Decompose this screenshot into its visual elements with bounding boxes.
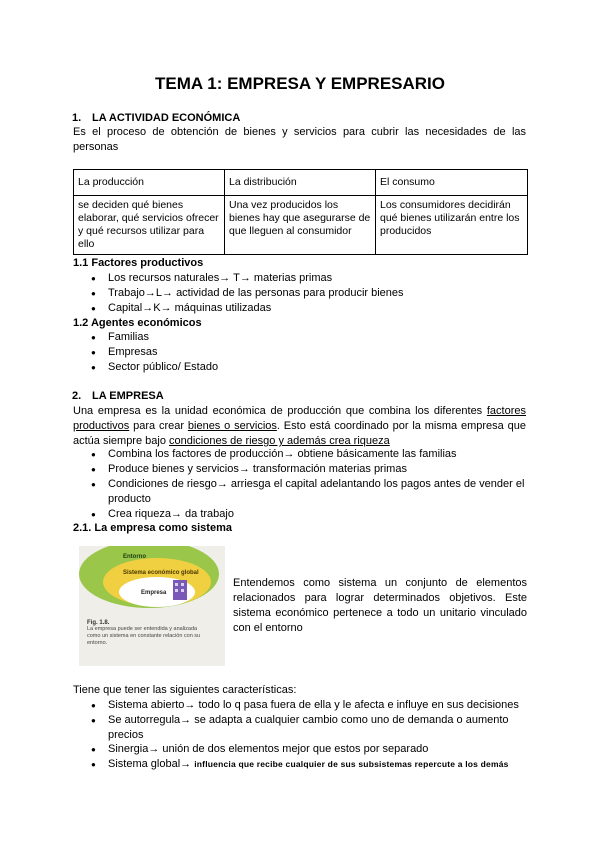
intro-underlined: bienes o servicios: [187, 420, 277, 432]
list-item: ● Empresas: [108, 345, 528, 360]
list-item: [108, 757, 528, 772]
section-1-intro: Es el proceso de obtención de bienes y servicios para cubrir las necesidades de las personas: [73, 126, 526, 153]
characteristics-intro: Tiene que tener las siguientes características:: [73, 684, 297, 696]
table-row: [74, 196, 528, 255]
table-cell: se deciden qué bienes elaborar, qué servicios ofrecer y qué recursos utilizar para ello: [74, 196, 225, 255]
list-item: ● Sistema abierto→ todo lo q pasa fuera de ella y le afecta e influye en sus decisiones: [108, 698, 528, 713]
section-2-heading: [72, 389, 164, 404]
table-header-cell: La producción: [74, 170, 225, 196]
table-cell: Una vez producidos los bienes hay que asegurarse de que lleguen al consumidor: [225, 196, 376, 255]
intro-underlined: factores productivos: [73, 405, 526, 432]
factores-heading: 1.1 Factores productivos: [73, 257, 204, 269]
list-item: ● Sinergia→ unión de dos elementos mejor que estos por separado: [108, 742, 528, 757]
table-header-row: [74, 170, 528, 196]
intro-underlined: condiciones de riesgo y además crea riqueza: [169, 435, 390, 447]
intro-text: Una empresa es la unidad económica de producción que combina los diferentes: [73, 405, 487, 417]
fig-ring-label: Sistema económico global: [123, 570, 199, 576]
list-item: ● Condiciones de riesgo→ arriesga el capital adelantando los pagos antes de vender el producto: [108, 477, 528, 507]
list-item: ● Capital→K→ máquinas utilizadas: [108, 301, 528, 316]
list-item: ● Crea riqueza→ da trabajo: [108, 507, 528, 522]
list-item: ● Se autorregula→ se adapta a cualquier cambio como uno de demanda o aumento precios: [108, 713, 528, 743]
table-header-cell: La distribución: [225, 170, 376, 196]
intro-text: . Esto está coordinado por la misma empresa que actúa siempre bajo: [73, 420, 526, 447]
section-2-title: LA EMPRESA: [92, 390, 164, 402]
fig-caption-label: Fig. 1.8.: [87, 620, 110, 626]
characteristic-label: Sistema global→: [108, 758, 195, 770]
fig-inner-label: Empresa: [141, 590, 167, 596]
list-item: ● Combina los factores de producción→ obtiene básicamente las familias: [108, 447, 528, 462]
economic-activity-table: [73, 169, 528, 255]
section-1-title: LA ACTIVIDAD ECONÓMICA: [92, 112, 241, 124]
list-item: ● Los recursos naturales→ T→ materias primas: [108, 271, 528, 286]
system-description: Entendemos como sistema un conjunto de elementos relacionados para lograr determinados objetivos. Este sistema económico pertenece a todo un unitario vinculado con el entorno: [233, 577, 527, 634]
system-figure: [79, 546, 225, 666]
list-item: ● Trabajo→L→ actividad de las personas para producir bienes: [108, 286, 528, 301]
intro-text: para crear: [129, 420, 188, 432]
section-2-number: 2.: [72, 390, 82, 402]
system-diagram: [79, 546, 225, 666]
page-title: TEMA 1: EMPRESA Y EMPRESARIO: [155, 74, 445, 93]
section-1-heading: [72, 111, 241, 126]
table-cell: Los consumidores decidirán qué bienes utilizarán entre los producidos: [376, 196, 528, 255]
fig-caption: La empresa puede ser entendida y analizada como un sistema en constante relación con su entorno.: [87, 626, 201, 646]
agentes-heading: 1.2 Agentes económicos: [73, 317, 202, 329]
list-item: ● Familias: [108, 330, 528, 345]
sistema-heading: 2.1. La empresa como sistema: [73, 522, 232, 534]
section-2-intro: [73, 404, 526, 449]
section-1-number: 1.: [72, 112, 82, 124]
fig-outer-label: Entorno: [123, 554, 146, 560]
table-header-cell: El consumo: [376, 170, 528, 196]
list-item: ● Produce bienes y servicios→ transformación materias primas: [108, 462, 528, 477]
list-item: ● Sector público/ Estado: [108, 360, 528, 375]
characteristic-detail: influencia que recibe cualquier de sus subsistemas repercute a los demás: [194, 759, 509, 769]
